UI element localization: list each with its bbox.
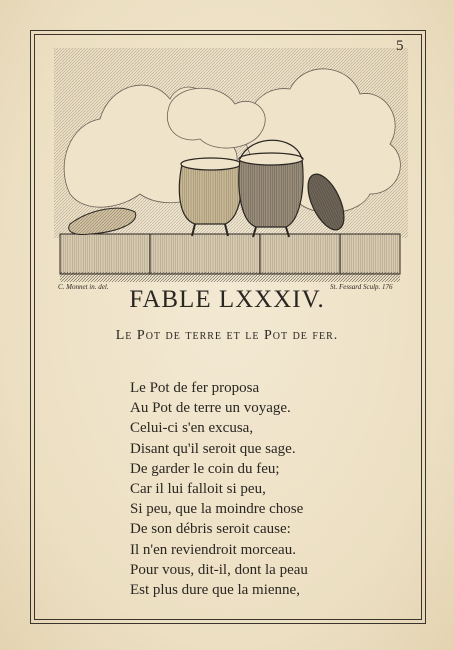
fable-number: FABLE LXXXIV. [129,286,325,313]
verse-line: Au Pot de terre un voyage. [130,400,291,417]
verse-line: Si peu, que la moindre chose [130,501,304,518]
verse-line: Car il lui falloit si peu, [130,481,266,498]
verse-line: Disant qu'il seroit que sage. [130,440,296,457]
engraver-credit: St. Fessard Sculp. 176 [330,283,393,291]
verse-line: Est plus dure que la mienne, [130,582,300,599]
verse-line: Il n'en reviendroit morceau. [130,541,296,558]
fable-title: Le Pot de terre et le Pot de fer. [115,328,339,343]
verse-line: De son débris seroit cause: [130,521,291,538]
verse-line: De garder le coin du feu; [130,460,280,477]
verse-block [130,378,308,600]
page-number: 5 [396,38,404,54]
verse-line: Celui-ci s'en excusa, [130,420,254,437]
stone-hearth [60,234,400,282]
verse-line: Le Pot de fer proposa [130,380,260,396]
engraving-illustration [50,44,412,284]
verse-line: Pour vous, dit-il, dont la peau [130,561,308,578]
designer-credit: C. Monnet in. del. [58,283,109,291]
